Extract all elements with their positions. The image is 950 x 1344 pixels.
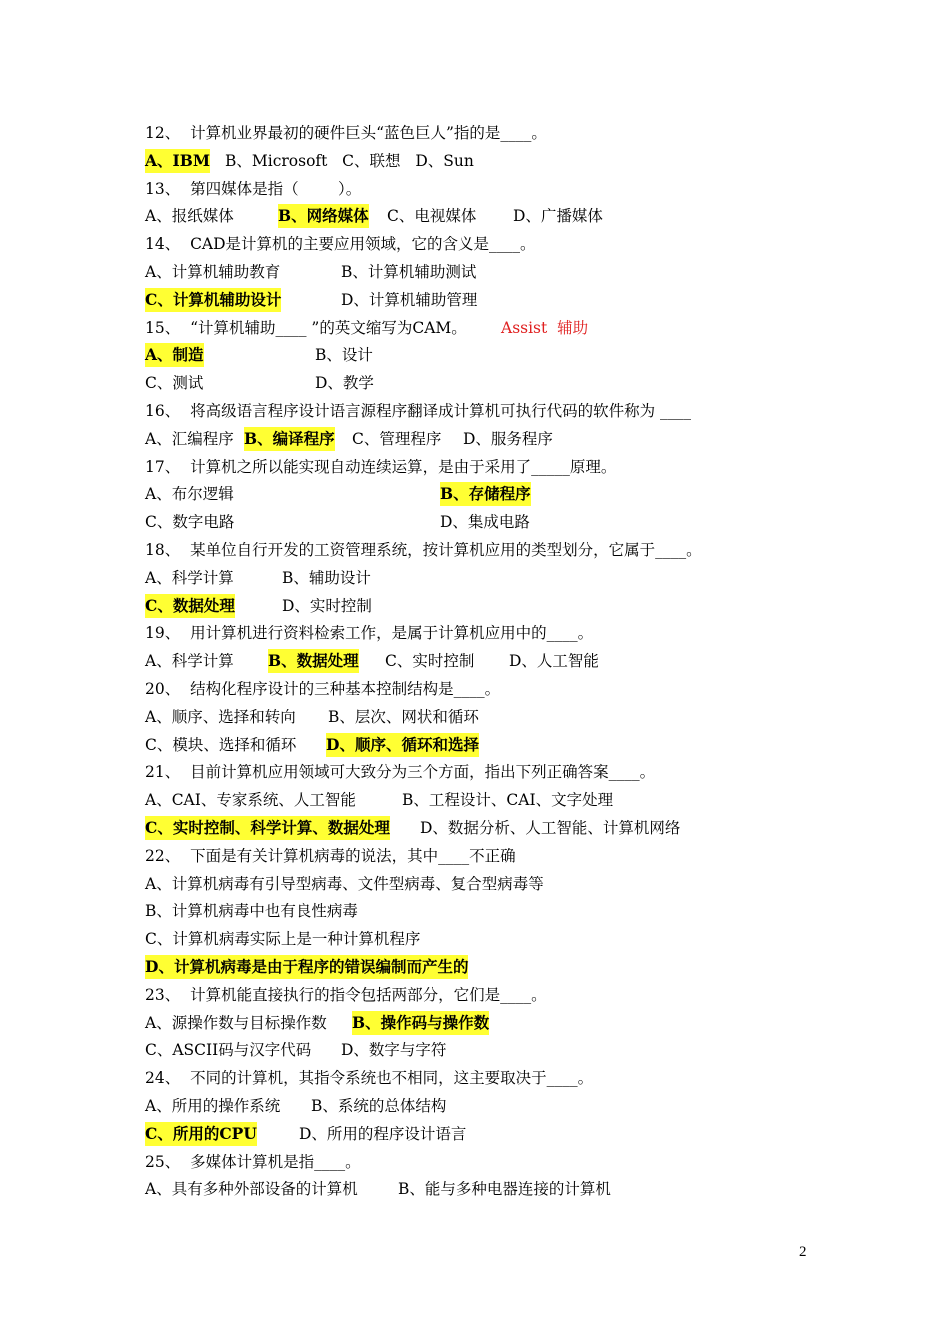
answer-highlight: D、顺序、循环和选择 — [326, 733, 479, 757]
text-segment: 12、 计算机业界最初的硬件巨头“蓝色巨人”指的是____。 — [145, 124, 547, 142]
text-segment: 16、 将高级语言程序设计语言源程序翻译成计算机可执行代码的软件称为 ____ — [145, 402, 692, 420]
text-line — [145, 1011, 845, 1035]
text-line — [145, 343, 845, 367]
text-segment: D、所用的程序设计语言 — [299, 1124, 467, 1143]
annotation-note: Assist 辅助 — [501, 318, 589, 337]
text-line — [145, 594, 845, 618]
text-segment: D、服务程序 — [463, 429, 553, 448]
text-line — [145, 899, 845, 923]
text-line — [145, 399, 845, 423]
text-line — [145, 1094, 845, 1118]
text-line — [145, 232, 845, 256]
text-segment: A、顺序、选择和转向 — [145, 707, 296, 726]
text-line — [145, 1122, 845, 1146]
text-segment: 13、 第四媒体是指（ ）。 — [145, 179, 362, 198]
text-segment: 25、 多媒体计算机是指____。 — [145, 1152, 361, 1171]
text-segment: A、所用的操作系统 — [145, 1097, 281, 1115]
text-segment: D、计算机辅助管理 — [341, 290, 478, 309]
text-line — [145, 649, 845, 673]
text-segment: C、ASCII码与汉字代码 — [145, 1041, 312, 1060]
text-segment: C、计算机病毒实际上是一种计算机程序 — [145, 930, 421, 949]
text-line — [145, 844, 845, 868]
text-segment: D、实时控制 — [282, 596, 372, 615]
answer-highlight: D、计算机病毒是由于程序的错误编制而产生的 — [145, 955, 468, 979]
text-segment: A、源操作数与目标操作数 — [145, 1013, 327, 1032]
text-segment: 24、 不同的计算机，其指令系统也不相同，这主要取决于____。 — [145, 1069, 594, 1088]
text-line — [145, 1177, 845, 1201]
text-segment: C、模块、选择和循环 — [145, 735, 297, 754]
text-segment: B、设计 — [315, 346, 373, 365]
text-segment: B、计算机病毒中也有良性病毒 — [145, 902, 358, 921]
text-segment: B、系统的总体结构 — [311, 1097, 447, 1115]
text-segment: 15、 “计算机辅助____ ”的英文缩写为CAM。 — [145, 318, 467, 337]
text-segment: B、工程设计、CAI、文字处理 — [402, 791, 614, 810]
text-segment: A、报纸媒体 — [145, 207, 234, 226]
answer-highlight: C、所用的CPU — [145, 1122, 257, 1146]
text-line — [145, 427, 845, 451]
text-segment: 18、 某单位自行开发的工资管理系统，按计算机应用的类型划分，它属于____。 — [145, 541, 702, 559]
answer-highlight: B、数据处理 — [268, 649, 359, 673]
answer-highlight: B、编译程序 — [244, 427, 335, 451]
text-segment: A、布尔逻辑 — [145, 485, 234, 504]
text-segment: 19、 用计算机进行资料检索工作，是属于计算机应用中的____。 — [145, 624, 594, 643]
text-line — [145, 1038, 845, 1062]
text-segment: A、CAI、专家系统、人工智能 — [145, 791, 356, 810]
text-segment: C、实时控制 — [385, 652, 475, 671]
answer-highlight: C、实时控制、科学计算、数据处理 — [145, 816, 390, 840]
text-segment: B、辅助设计 — [282, 568, 371, 587]
text-line — [145, 510, 845, 534]
text-segment: D、教学 — [315, 374, 374, 393]
answer-highlight: C、计算机辅助设计 — [145, 288, 281, 312]
answer-highlight: C、数据处理 — [145, 594, 235, 618]
text-line — [145, 733, 845, 757]
text-segment: A、计算机辅助教育 — [145, 263, 281, 281]
text-line — [145, 677, 845, 701]
text-segment: B、层次、网状和循环 — [328, 707, 479, 726]
text-segment: B、能与多种电器连接的计算机 — [398, 1180, 611, 1199]
answer-highlight: A、IBM — [145, 149, 210, 173]
text-segment: C、测试 — [145, 374, 204, 393]
text-line — [145, 705, 845, 729]
text-segment: D、人工智能 — [509, 652, 599, 671]
text-line — [145, 955, 845, 979]
text-segment: 22、 下面是有关计算机病毒的说法，其中____不正确 — [145, 846, 516, 865]
text-line — [145, 482, 845, 506]
text-line — [145, 621, 845, 645]
answer-highlight: A、制造 — [145, 343, 204, 367]
text-line — [145, 316, 845, 340]
text-segment: 23、 计算机能直接执行的指令包括两部分，它们是____。 — [145, 985, 547, 1004]
text-segment: C、数字电路 — [145, 513, 235, 532]
text-line — [145, 1150, 845, 1174]
text-line — [145, 1066, 845, 1090]
text-segment: A、科学计算 — [145, 652, 234, 671]
text-line — [145, 177, 845, 201]
page-number: 2 — [799, 1244, 807, 1260]
text-line — [145, 872, 845, 896]
answer-highlight: B、存储程序 — [440, 482, 531, 506]
text-line — [145, 260, 845, 284]
text-line — [145, 121, 845, 145]
text-line — [145, 538, 845, 562]
text-line — [145, 204, 845, 228]
text-line — [145, 288, 845, 312]
text-segment: D、广播媒体 — [513, 207, 603, 226]
text-segment: A、汇编程序 — [145, 429, 234, 448]
text-segment: B、Microsoft C、联想 D、Sun — [225, 151, 474, 170]
text-segment: C、管理程序 — [352, 429, 442, 448]
text-segment: 14、 CAD是计算机的主要应用领域，它的含义是____。 — [145, 235, 536, 254]
text-line — [145, 927, 845, 951]
text-segment: 20、 结构化程序设计的三种基本控制结构是____。 — [145, 680, 501, 698]
text-segment: A、具有多种外部设备的计算机 — [145, 1180, 358, 1199]
text-segment: D、数字与字符 — [341, 1041, 447, 1060]
text-segment: B、计算机辅助测试 — [341, 263, 477, 281]
answer-highlight: B、操作码与操作数 — [352, 1011, 489, 1035]
text-line — [145, 788, 845, 812]
text-line — [145, 983, 845, 1007]
text-segment: D、集成电路 — [440, 513, 530, 532]
text-segment: A、计算机病毒有引导型病毒、文件型病毒、复合型病毒等 — [145, 874, 544, 893]
answer-highlight: B、网络媒体 — [278, 204, 369, 228]
text-line — [145, 455, 845, 479]
text-line — [145, 760, 845, 784]
text-line — [145, 566, 845, 590]
text-segment: C、电视媒体 — [387, 207, 477, 226]
text-segment: 21、 目前计算机应用领域可大致分为三个方面，指出下列正确答案____。 — [145, 763, 656, 782]
text-line — [145, 371, 845, 395]
text-line — [145, 816, 845, 840]
text-line — [145, 149, 845, 173]
text-segment: 17、 计算机之所以能实现自动连续运算，是由于采用了_____原理。 — [145, 457, 617, 476]
text-segment: D、数据分析、人工智能、计算机网络 — [420, 819, 681, 837]
text-segment: A、科学计算 — [145, 568, 234, 587]
